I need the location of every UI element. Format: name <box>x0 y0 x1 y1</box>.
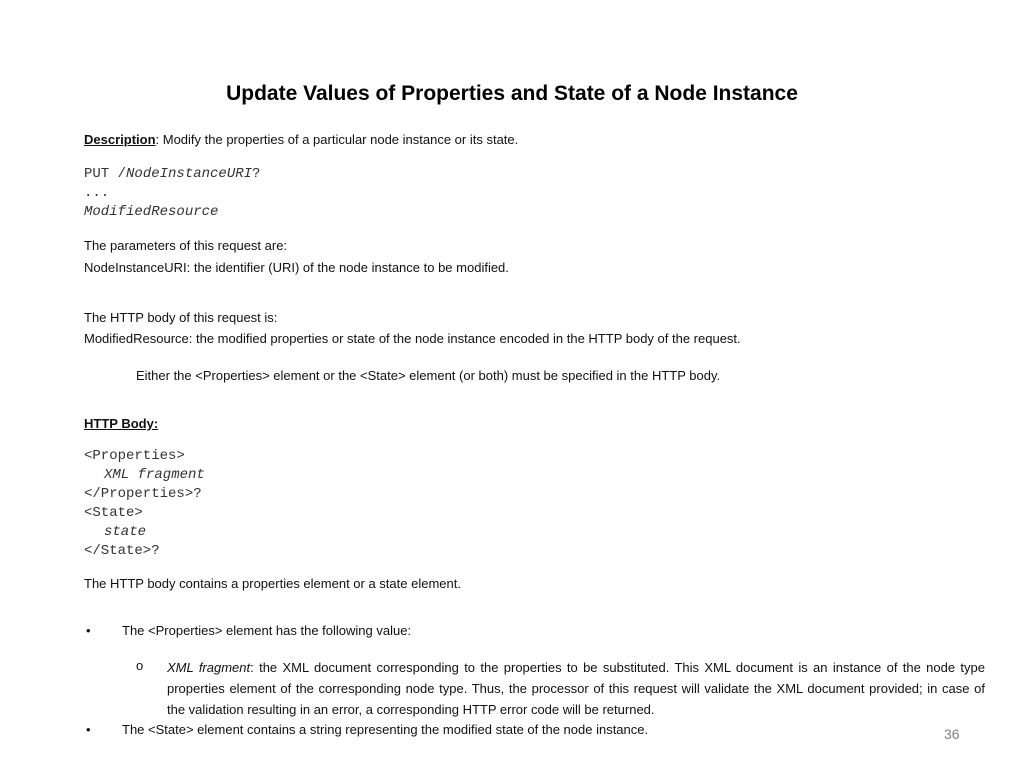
sub-bullet-icon: o <box>136 658 144 673</box>
description-text: : Modify the properties of a particular node instance or its state. <box>155 132 519 147</box>
parameters-intro: The parameters of this request are: <box>84 238 288 253</box>
request-ellipsis: ... <box>84 185 110 201</box>
xml-line-6: </State>? <box>84 543 160 559</box>
request-body: ModifiedResource <box>84 204 219 220</box>
http-body-summary: The HTTP body contains a properties element or a state element. <box>84 576 461 591</box>
bullet-icon: • <box>86 623 91 638</box>
http-body-heading: HTTP Body: <box>84 416 159 431</box>
request-line <box>84 165 260 184</box>
request-method: PUT / <box>84 166 127 182</box>
http-body-line: ModifiedResource: the modified properties or state of the node instance encoded in the HTTP body of the request. <box>84 331 741 346</box>
description-line <box>84 132 518 148</box>
xml-fragment-text: : the XML document corresponding to the properties to be substituted. This XML document is an instance of the node type properties element of the corresponding node type. Thus, the processor of this request will validate the XML document provided; in case of the validation resulting in an error, a corresponding HTTP error code will be returned. <box>167 660 985 717</box>
description-label: Description <box>84 132 156 147</box>
http-body-intro: The HTTP body of this request is: <box>84 310 278 325</box>
xml-line-3: </Properties>? <box>84 486 202 502</box>
xml-line-5: state <box>104 524 147 540</box>
sub-bullet-xml-fragment <box>167 657 985 720</box>
bullet-icon: • <box>86 722 91 737</box>
xml-line-4: <State> <box>84 505 143 521</box>
xml-fragment-term: XML fragment <box>167 660 251 675</box>
parameters-line: NodeInstanceURI: the identifier (URI) of the node instance to be modified. <box>84 260 509 275</box>
xml-line-2: XML fragment <box>104 467 205 483</box>
xml-line-1: <Properties> <box>84 448 185 464</box>
request-uri-suffix: ? <box>252 166 261 182</box>
bullet-state: The <State> element contains a string representing the modified state of the node instance. <box>122 722 649 737</box>
request-uri: NodeInstanceURI <box>126 166 253 182</box>
http-body-note: Either the <Properties> element or the <State> element (or both) must be specified in the HTTP body. <box>136 368 721 383</box>
page-number: 36 <box>944 726 960 742</box>
bullet-properties: The <Properties> element has the following value: <box>122 623 412 638</box>
page-title: Update Values of Properties and State of a Node Instance <box>226 82 798 105</box>
